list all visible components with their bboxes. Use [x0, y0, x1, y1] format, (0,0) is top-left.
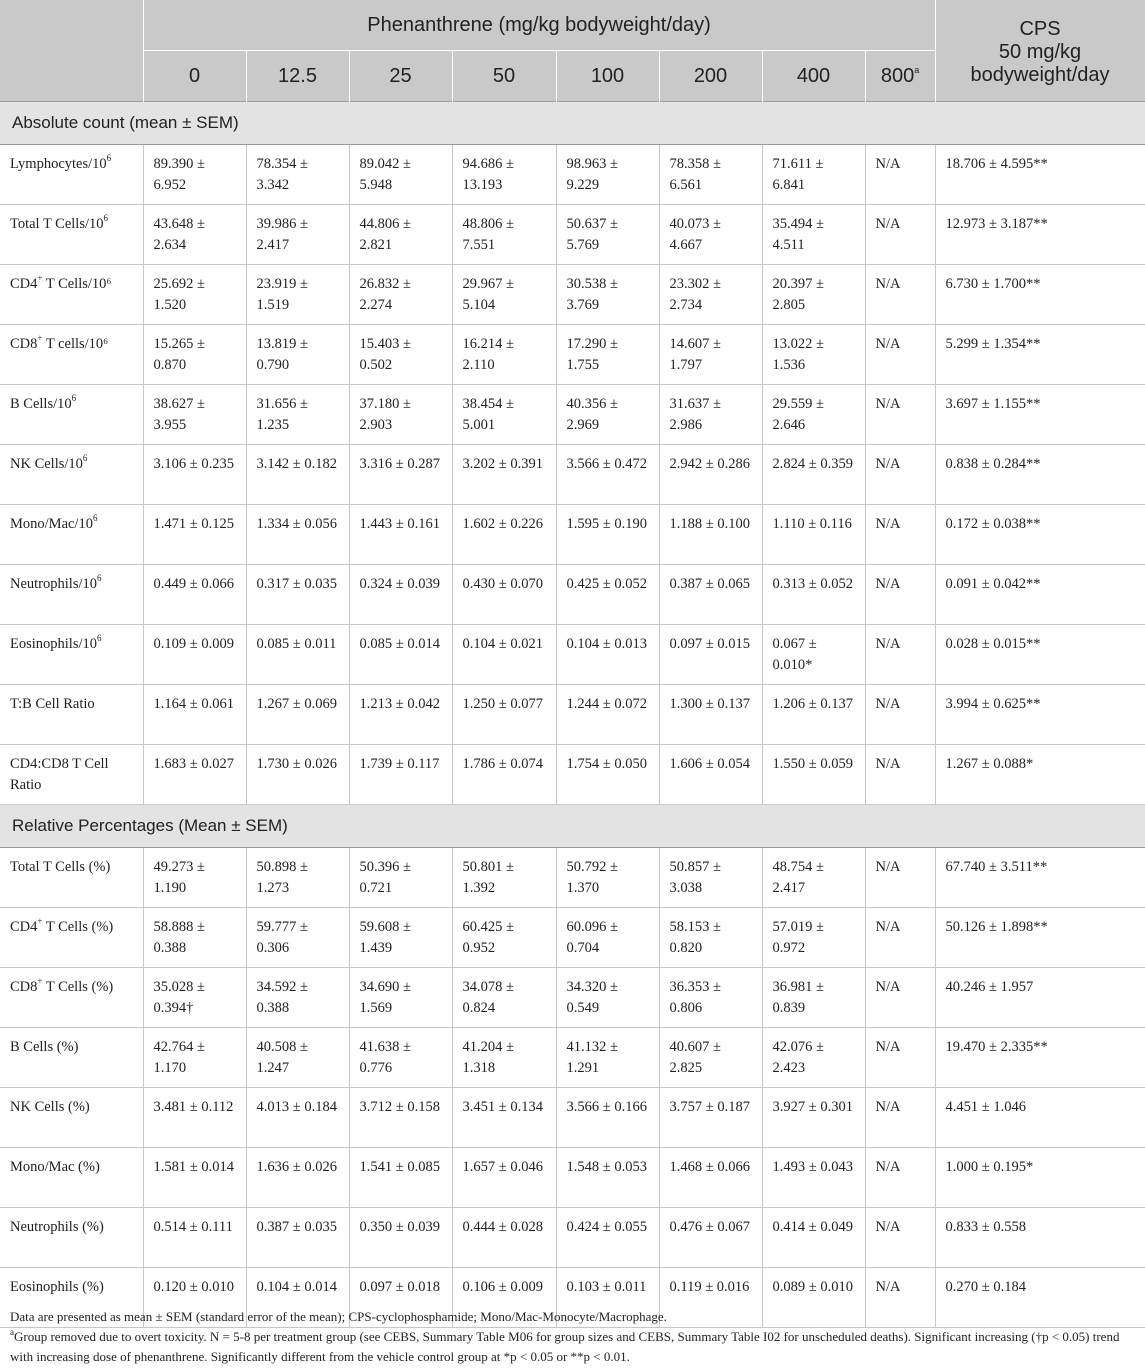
row-label-text: CD8 [10, 979, 38, 995]
value-cell: 50.637 ± 5.769 [556, 205, 659, 265]
value-cell: 3.566 ± 0.166 [556, 1088, 659, 1148]
row-label-text: CD4:CD8 T Cell Ratio [10, 756, 109, 793]
dose-header: 200 [659, 51, 762, 102]
value-cell: 1.188 ± 0.100 [659, 505, 762, 565]
value-cell: 1.595 ± 0.190 [556, 505, 659, 565]
row-label [0, 145, 143, 205]
section-title: Absolute count (mean ± SEM) [0, 102, 1145, 145]
value-cell: 34.690 ± 1.569 [349, 968, 452, 1028]
value-cell: 30.538 ± 3.769 [556, 265, 659, 325]
value-cell: N/A [865, 325, 935, 385]
value-cell: N/A [865, 1148, 935, 1208]
value-cell: 1.541 ± 0.085 [349, 1148, 452, 1208]
table-row [0, 1088, 1145, 1148]
value-cell: 0.089 ± 0.010 [762, 1268, 865, 1328]
value-cell: 23.302 ± 2.734 [659, 265, 762, 325]
value-cell: 31.637 ± 2.986 [659, 385, 762, 445]
section-header-row [0, 805, 1145, 848]
value-cell: 0.085 ± 0.011 [246, 625, 349, 685]
value-cell: 1.657 ± 0.046 [452, 1148, 556, 1208]
value-cell: 1.110 ± 0.116 [762, 505, 865, 565]
value-cell: N/A [865, 1208, 935, 1268]
value-cell: 25.692 ± 1.520 [143, 265, 246, 325]
value-cell: 2.824 ± 0.359 [762, 445, 865, 505]
row-label-text: T:B Cell Ratio [10, 696, 95, 712]
value-cell: 36.981 ± 0.839 [762, 968, 865, 1028]
value-cell: 0.067 ± 0.010* [762, 625, 865, 685]
value-cell: 0.833 ± 0.558 [935, 1208, 1145, 1268]
value-cell: 15.403 ± 0.502 [349, 325, 452, 385]
row-label-sup: 6 [106, 153, 112, 164]
value-cell: N/A [865, 908, 935, 968]
value-cell: N/A [865, 265, 935, 325]
value-cell: 40.356 ± 2.969 [556, 385, 659, 445]
row-label [0, 1028, 143, 1088]
row-label-suffix: T cells/10⁶ [42, 336, 109, 352]
row-label-sup: 6 [103, 213, 109, 224]
value-cell: 4.013 ± 0.184 [246, 1088, 349, 1148]
row-label-text: Eosinophils (%) [10, 1279, 104, 1295]
value-cell: 6.730 ± 1.700** [935, 265, 1145, 325]
value-cell: 0.414 ± 0.049 [762, 1208, 865, 1268]
row-label-text: Total T Cells/10 [10, 216, 104, 232]
header-corner [0, 0, 143, 51]
value-cell: 42.764 ± 1.170 [143, 1028, 246, 1088]
value-cell: 44.806 ± 2.821 [349, 205, 452, 265]
row-label-sup: + [37, 916, 43, 927]
value-cell: 42.076 ± 2.423 [762, 1028, 865, 1088]
value-cell: 1.471 ± 0.125 [143, 505, 246, 565]
group-title: Phenanthrene (mg/kg bodyweight/day) [143, 0, 935, 51]
value-cell: N/A [865, 1028, 935, 1088]
value-cell: 0.449 ± 0.066 [143, 565, 246, 625]
value-cell: 1.213 ± 0.042 [349, 685, 452, 745]
value-cell: 12.973 ± 3.187** [935, 205, 1145, 265]
value-cell: 4.451 ± 1.046 [935, 1088, 1145, 1148]
row-label-sup: 6 [82, 453, 88, 464]
table-row [0, 445, 1145, 505]
value-cell: 17.290 ± 1.755 [556, 325, 659, 385]
value-cell: 0.387 ± 0.035 [246, 1208, 349, 1268]
value-cell: 34.592 ± 0.388 [246, 968, 349, 1028]
value-cell: 49.273 ± 1.190 [143, 848, 246, 908]
value-cell: 0.350 ± 0.039 [349, 1208, 452, 1268]
value-cell: 1.739 ± 0.117 [349, 745, 452, 805]
value-cell: 13.819 ± 0.790 [246, 325, 349, 385]
value-cell: 59.608 ± 1.439 [349, 908, 452, 968]
row-label-sup: 6 [97, 633, 102, 644]
value-cell: N/A [865, 505, 935, 565]
value-cell: 50.126 ± 1.898** [935, 908, 1145, 968]
value-cell: 0.097 ± 0.015 [659, 625, 762, 685]
value-cell: 40.073 ± 4.667 [659, 205, 762, 265]
row-label-text: Mono/Mac (%) [10, 1159, 100, 1175]
dose-header: 100 [556, 51, 659, 102]
row-label [0, 505, 143, 565]
row-label [0, 325, 143, 385]
row-label [0, 625, 143, 685]
cps-line1: CPS [1019, 17, 1061, 40]
value-cell: 58.888 ± 0.388 [143, 908, 246, 968]
row-label [0, 1208, 143, 1268]
row-label-sup: 6 [71, 393, 77, 404]
dose-800-sup: a [914, 64, 920, 75]
cps-line2: 50 mg/kg [998, 40, 1082, 63]
value-cell: 0.317 ± 0.035 [246, 565, 349, 625]
value-cell: N/A [865, 1268, 935, 1328]
value-cell: 50.801 ± 1.392 [452, 848, 556, 908]
value-cell: 1.300 ± 0.137 [659, 685, 762, 745]
value-cell: 0.091 ± 0.042** [935, 565, 1145, 625]
table-row [0, 1028, 1145, 1088]
value-cell: 1.250 ± 0.077 [452, 685, 556, 745]
value-cell: 0.387 ± 0.065 [659, 565, 762, 625]
footnote-2 [10, 1327, 1140, 1367]
cps-header [935, 0, 1145, 102]
value-cell: 3.927 ± 0.301 [762, 1088, 865, 1148]
value-cell: 40.508 ± 1.247 [246, 1028, 349, 1088]
value-cell: 58.153 ± 0.820 [659, 908, 762, 968]
value-cell: 1.267 ± 0.088* [935, 745, 1145, 805]
value-cell: 26.832 ± 2.274 [349, 265, 452, 325]
value-cell: 1.267 ± 0.069 [246, 685, 349, 745]
row-label [0, 265, 143, 325]
row-label-text: NK Cells (%) [10, 1099, 90, 1115]
value-cell: 0.028 ± 0.015** [935, 625, 1145, 685]
value-cell: N/A [865, 625, 935, 685]
value-cell: 0.085 ± 0.014 [349, 625, 452, 685]
value-cell: 60.096 ± 0.704 [556, 908, 659, 968]
value-cell: 37.180 ± 2.903 [349, 385, 452, 445]
row-label [0, 848, 143, 908]
footnote-2-text: Group removed due to overt toxicity. N = 5-8 per treatment group (see CEBS, Summary Table M06 for group sizes and CEBS, Summary Table I02 for unscheduled deaths). Significant increasing (†p < 0.05) trend with increasing dose of phenanthrene. Significantly different from the vehicle control group at *p < 0.05 or **p < 0.01. [10, 1329, 1120, 1364]
value-cell: 0.270 ± 0.184 [935, 1268, 1145, 1328]
value-cell: 78.354 ± 3.342 [246, 145, 349, 205]
row-label-text: B Cells/10 [10, 396, 72, 412]
value-cell: 1.636 ± 0.026 [246, 1148, 349, 1208]
value-cell: 71.611 ± 6.841 [762, 145, 865, 205]
value-cell: 13.022 ± 1.536 [762, 325, 865, 385]
table-row [0, 685, 1145, 745]
table-row [0, 848, 1145, 908]
row-label-text: Neutrophils (%) [10, 1219, 104, 1235]
value-cell: 0.120 ± 0.010 [143, 1268, 246, 1328]
table-row [0, 1208, 1145, 1268]
value-cell: 38.454 ± 5.001 [452, 385, 556, 445]
table-row [0, 908, 1145, 968]
table-row [0, 745, 1145, 805]
cps-line3: bodyweight/day [970, 63, 1110, 86]
row-label [0, 968, 143, 1028]
value-cell: 50.792 ± 1.370 [556, 848, 659, 908]
footnote-1: Data are presented as mean ± SEM (standard error of the mean); CPS-cyclophosphamide; Mono/Mac-Monocyte/Macrophage. [10, 1309, 667, 1324]
value-cell: 38.627 ± 3.955 [143, 385, 246, 445]
value-cell: 1.602 ± 0.226 [452, 505, 556, 565]
row-label [0, 385, 143, 445]
value-cell: 0.103 ± 0.011 [556, 1268, 659, 1328]
value-cell: 50.396 ± 0.721 [349, 848, 452, 908]
value-cell: 3.106 ± 0.235 [143, 445, 246, 505]
row-label-text: CD4 [10, 919, 38, 935]
row-label-text: Lymphocytes/10 [10, 156, 107, 172]
row-label-sup: + [37, 273, 43, 284]
value-cell: N/A [865, 1088, 935, 1148]
value-cell: 78.358 ± 6.561 [659, 145, 762, 205]
row-label [0, 1148, 143, 1208]
value-cell: 89.390 ± 6.952 [143, 145, 246, 205]
row-label-suffix: T Cells (%) [42, 979, 114, 995]
value-cell: 23.919 ± 1.519 [246, 265, 349, 325]
value-cell: 29.967 ± 5.104 [452, 265, 556, 325]
value-cell: 1.443 ± 0.161 [349, 505, 452, 565]
row-label-text: Eosinophils/10 [10, 636, 98, 652]
value-cell: 89.042 ± 5.948 [349, 145, 452, 205]
value-cell: 0.172 ± 0.038** [935, 505, 1145, 565]
row-label-text: B Cells (%) [10, 1039, 79, 1055]
table-row [0, 565, 1145, 625]
value-cell: 48.806 ± 7.551 [452, 205, 556, 265]
value-cell: 0.313 ± 0.052 [762, 565, 865, 625]
value-cell: 0.104 ± 0.021 [452, 625, 556, 685]
dose-header: 50 [452, 51, 556, 102]
value-cell: 50.898 ± 1.273 [246, 848, 349, 908]
value-cell: 1.493 ± 0.043 [762, 1148, 865, 1208]
value-cell: 0.119 ± 0.016 [659, 1268, 762, 1328]
row-label-suffix: T Cells/10⁶ [42, 276, 112, 292]
value-cell: 94.686 ± 13.193 [452, 145, 556, 205]
value-cell: N/A [865, 685, 935, 745]
table-row [0, 385, 1145, 445]
header-row-1 [0, 0, 1145, 51]
value-cell: 48.754 ± 2.417 [762, 848, 865, 908]
value-cell: 41.132 ± 1.291 [556, 1028, 659, 1088]
dose-header-800 [865, 51, 935, 102]
value-cell: 16.214 ± 2.110 [452, 325, 556, 385]
table-row [0, 625, 1145, 685]
value-cell: 1.244 ± 0.072 [556, 685, 659, 745]
table-row [0, 145, 1145, 205]
value-cell: 3.451 ± 0.134 [452, 1088, 556, 1148]
value-cell: 1.581 ± 0.014 [143, 1148, 246, 1208]
section-header-row [0, 102, 1145, 145]
value-cell: 1.548 ± 0.053 [556, 1148, 659, 1208]
value-cell: 3.202 ± 0.391 [452, 445, 556, 505]
value-cell: N/A [865, 385, 935, 445]
table-row [0, 325, 1145, 385]
value-cell: 0.838 ± 0.284** [935, 445, 1145, 505]
value-cell: 3.712 ± 0.158 [349, 1088, 452, 1148]
value-cell: 31.656 ± 1.235 [246, 385, 349, 445]
dose-header: 12.5 [246, 51, 349, 102]
value-cell: 3.142 ± 0.182 [246, 445, 349, 505]
value-cell: 20.397 ± 2.805 [762, 265, 865, 325]
value-cell: 3.757 ± 0.187 [659, 1088, 762, 1148]
value-cell: 50.857 ± 3.038 [659, 848, 762, 908]
value-cell: 0.425 ± 0.052 [556, 565, 659, 625]
value-cell: 40.607 ± 2.825 [659, 1028, 762, 1088]
value-cell: 34.320 ± 0.549 [556, 968, 659, 1028]
row-label-sup: 6 [97, 573, 102, 584]
value-cell: 0.514 ± 0.111 [143, 1208, 246, 1268]
row-label-text: Neutrophils/10 [10, 576, 97, 592]
value-cell: 67.740 ± 3.511** [935, 848, 1145, 908]
value-cell: 43.648 ± 2.634 [143, 205, 246, 265]
table-row [0, 1148, 1145, 1208]
value-cell: 0.430 ± 0.070 [452, 565, 556, 625]
row-label-sup: + [37, 976, 43, 987]
value-cell: 29.559 ± 2.646 [762, 385, 865, 445]
value-cell: N/A [865, 205, 935, 265]
header-corner-2 [0, 51, 143, 102]
row-label-suffix: T Cells (%) [42, 919, 114, 935]
value-cell: 36.353 ± 0.806 [659, 968, 762, 1028]
row-label [0, 1088, 143, 1148]
dose-800-label: 800 [880, 64, 915, 87]
value-cell: 0.104 ± 0.014 [246, 1268, 349, 1328]
value-cell: 0.106 ± 0.009 [452, 1268, 556, 1328]
value-cell: N/A [865, 445, 935, 505]
value-cell: 3.481 ± 0.112 [143, 1088, 246, 1148]
value-cell: 1.334 ± 0.056 [246, 505, 349, 565]
value-cell: 1.206 ± 0.137 [762, 685, 865, 745]
row-label-text: Total T Cells (%) [10, 859, 111, 875]
value-cell: 18.706 ± 4.595** [935, 145, 1145, 205]
value-cell: 35.028 ± 0.394† [143, 968, 246, 1028]
value-cell: 35.494 ± 4.511 [762, 205, 865, 265]
dose-header: 400 [762, 51, 865, 102]
value-cell: 15.265 ± 0.870 [143, 325, 246, 385]
row-label-sup: 6 [92, 513, 98, 524]
value-cell: 41.638 ± 0.776 [349, 1028, 452, 1088]
value-cell: N/A [865, 145, 935, 205]
row-label [0, 445, 143, 505]
value-cell: 3.316 ± 0.287 [349, 445, 452, 505]
value-cell: 1.683 ± 0.027 [143, 745, 246, 805]
table-row [0, 505, 1145, 565]
value-cell: 39.986 ± 2.417 [246, 205, 349, 265]
value-cell: 60.425 ± 0.952 [452, 908, 556, 968]
value-cell: 0.109 ± 0.009 [143, 625, 246, 685]
value-cell: 1.468 ± 0.066 [659, 1148, 762, 1208]
value-cell: 57.019 ± 0.972 [762, 908, 865, 968]
value-cell: 3.697 ± 1.155** [935, 385, 1145, 445]
footnotes [10, 1307, 1140, 1367]
table-row [0, 205, 1145, 265]
value-cell: 0.424 ± 0.055 [556, 1208, 659, 1268]
value-cell: 40.246 ± 1.957 [935, 968, 1145, 1028]
row-label [0, 908, 143, 968]
value-cell: 0.476 ± 0.067 [659, 1208, 762, 1268]
dose-header: 0 [143, 51, 246, 102]
value-cell: 2.942 ± 0.286 [659, 445, 762, 505]
table-row [0, 968, 1145, 1028]
row-label-sup: + [37, 333, 43, 344]
row-label-text: Mono/Mac/10 [10, 516, 93, 532]
value-cell: 1.786 ± 0.074 [452, 745, 556, 805]
row-label [0, 565, 143, 625]
row-label [0, 205, 143, 265]
value-cell: 98.963 ± 9.229 [556, 145, 659, 205]
dose-header: 25 [349, 51, 452, 102]
value-cell: N/A [865, 848, 935, 908]
value-cell: 0.097 ± 0.018 [349, 1268, 452, 1328]
value-cell: N/A [865, 745, 935, 805]
value-cell: 5.299 ± 1.354** [935, 325, 1145, 385]
value-cell: 14.607 ± 1.797 [659, 325, 762, 385]
row-label [0, 745, 143, 805]
row-label [0, 685, 143, 745]
row-label-text: CD8 [10, 336, 38, 352]
value-cell: 34.078 ± 0.824 [452, 968, 556, 1028]
value-cell: N/A [865, 968, 935, 1028]
value-cell: 1.754 ± 0.050 [556, 745, 659, 805]
value-cell: 0.444 ± 0.028 [452, 1208, 556, 1268]
value-cell: 1.000 ± 0.195* [935, 1148, 1145, 1208]
value-cell: 41.204 ± 1.318 [452, 1028, 556, 1088]
value-cell: 1.606 ± 0.054 [659, 745, 762, 805]
value-cell: 59.777 ± 0.306 [246, 908, 349, 968]
value-cell: 3.566 ± 0.472 [556, 445, 659, 505]
value-cell: 1.164 ± 0.061 [143, 685, 246, 745]
footnote-2-sup: a [10, 1326, 14, 1337]
value-cell: 1.730 ± 0.026 [246, 745, 349, 805]
table-body [0, 102, 1145, 1328]
row-label-text: CD4 [10, 276, 38, 292]
table-row [0, 265, 1145, 325]
value-cell: 1.550 ± 0.059 [762, 745, 865, 805]
value-cell: 19.470 ± 2.335** [935, 1028, 1145, 1088]
value-cell: N/A [865, 565, 935, 625]
value-cell: 0.104 ± 0.013 [556, 625, 659, 685]
value-cell: 3.994 ± 0.625** [935, 685, 1145, 745]
value-cell: 0.324 ± 0.039 [349, 565, 452, 625]
section-title: Relative Percentages (Mean ± SEM) [0, 805, 1145, 848]
row-label-text: NK Cells/10 [10, 456, 83, 472]
